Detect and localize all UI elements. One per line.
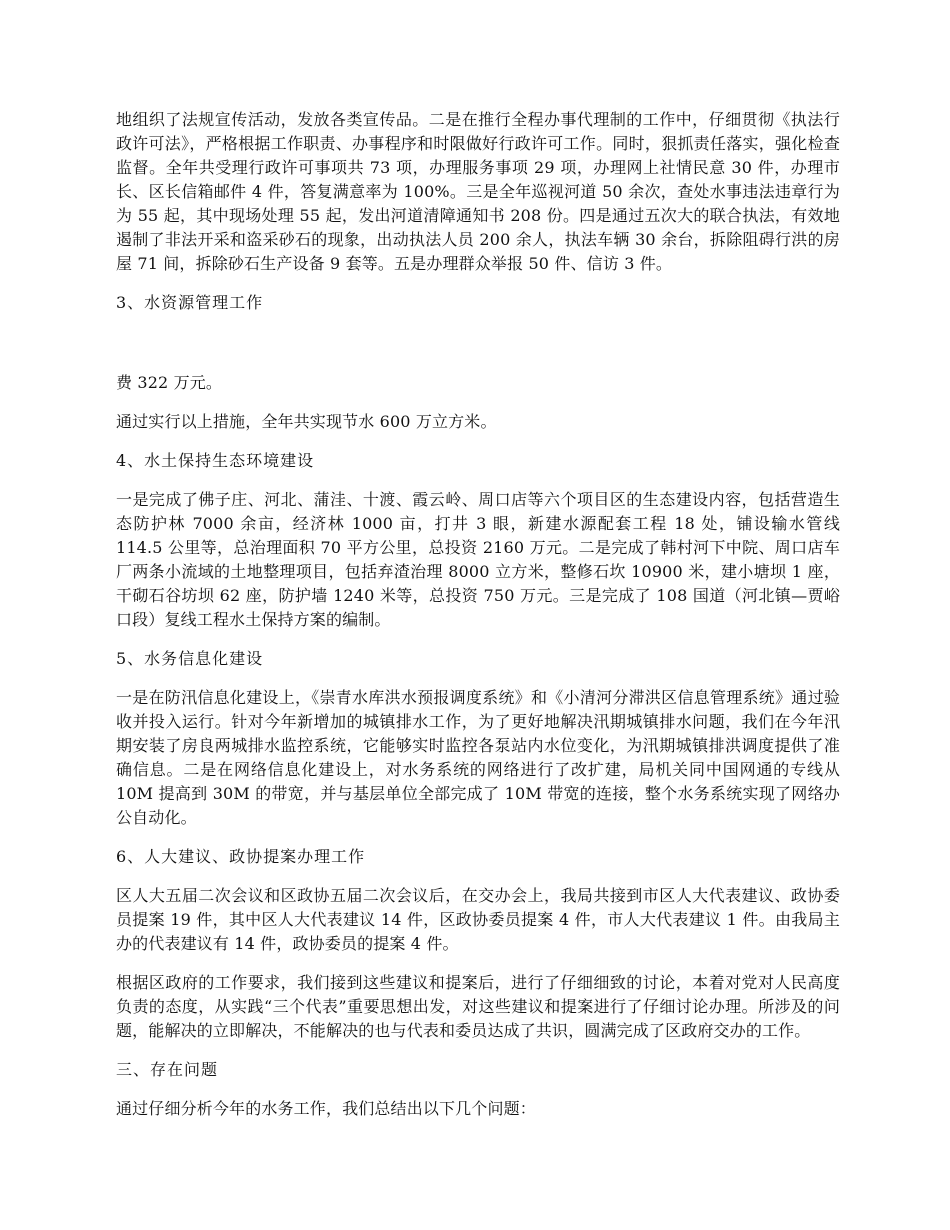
- paragraph-water-saving: 通过实行以上措施，全年共实现节水 600 万立方米。: [116, 412, 497, 431]
- heading-water-resources: 3、水资源管理工作: [116, 293, 264, 312]
- heading-soil-conservation: 4、水土保持生态环境建设: [116, 451, 315, 470]
- paragraph-proposals-handling: 根据区政府的工作要求，我们接到这些建议和提案后，进行了仔细细致的讨论，本着对党对人民高度负责的态度，从实践“三个代表”重要思想出发，对这些建议和提案进行了仔细讨论办理。所涉及的问题，能解决的立即解决，不能解决的也与代表和委员达成了共识，圆满完成了区政府交办的工作。: [116, 973, 840, 1040]
- heading-proposals: 6、人大建议、政协提案办理工作: [116, 847, 366, 866]
- heading-informatization: 5、水务信息化建设: [116, 649, 264, 668]
- document-body: [116, 108, 840, 1121]
- paragraph-law-enforcement: 地组织了法规宣传活动，发放各类宣传品。二是在推行全程办事代理制的工作中，仔细贯彻《执法行政许可法》，严格根据工作职责、办事程序和时限做好行政许可工作。同时，狠抓责任落实，强化检查监督。全年共受理行政许可事项共 73 项，办理服务事项 29 项，办理网上社情民意 30 件，办理市长、区长信箱邮件 4 件，答复满意率为 100%。三是全年巡视河道 50 余次，查处水事违法违章行为为 55 起，其中现场处理 55 起，发出河道清障通知书 208 份。四是通过五次大的联合执法，有效地遏制了非法开采和盗采砂石的现象，出动执法人员 200 余人，执法车辆 30 余台，拆除阻碍行洪的房屋 71 间，拆除砂石生产设备 9 套等。五是办理群众举报 50 件、信访 3 件。: [116, 110, 840, 273]
- heading-existing-problems: 三、存在问题: [116, 1060, 219, 1079]
- paragraph-cost: 费 322 万元。: [116, 373, 223, 392]
- paragraph-proposals-count: 区人大五届二次会议和区政协五届二次会议后，在交办会上，我局共接到市区人大代表建议、政协委员提案 19 件，其中区人大代表建议 14 件，区政协委员提案 4 件，市人大代表建议 1 件。由我局主办的代表建议有 14 件，政协委员的提案 4 件。: [116, 886, 840, 953]
- paragraph-informatization: 一是在防汛信息化建设上，《崇青水库洪水预报调度系统》和《小清河分滞洪区信息管理系统》通过验收并投入运行。针对今年新增加的城镇排水工作，为了更好地解决汛期城镇排水问题，我们在今年汛期安装了房良两城排水监控系统，它能够实时监控各泵站内水位变化，为汛期城镇排洪调度提供了准确信息。二是在网络信息化建设上，对水务系统的网络进行了改扩建，局机关同中国网通的专线从 10M 提高到 30M 的带宽，并与基层单位全部完成了 10M 带宽的连接，整个水务系统实现了网络办公自动化。: [116, 688, 840, 827]
- paragraph-problems-intro: 通过仔细分析今年的水务工作，我们总结出以下几个问题：: [116, 1099, 536, 1118]
- paragraph-soil-conservation: 一是完成了佛子庄、河北、蒲洼、十渡、霞云岭、周口店等六个项目区的生态建设内容，包括营造生态防护林 7000 余亩，经济林 1000 亩，打井 3 眼，新建水源配套工程 18 处，铺设输水管线 114.5 公里等，总治理面积 70 平方公里，总投资 2160 万元。二是完成了韩村河下中院、周口店车厂两条小流域的土地整理项目，包括弃渣治理 8000 立方米，整修石坎 10900 米，建小塘坝 1 座，干砌石谷坊坝 62 座，防护墙 1240 米等，总投资 750 万元。三是完成了 108 国道（河北镇—贾峪口段）复线工程水土保持方案的编制。: [116, 490, 840, 629]
